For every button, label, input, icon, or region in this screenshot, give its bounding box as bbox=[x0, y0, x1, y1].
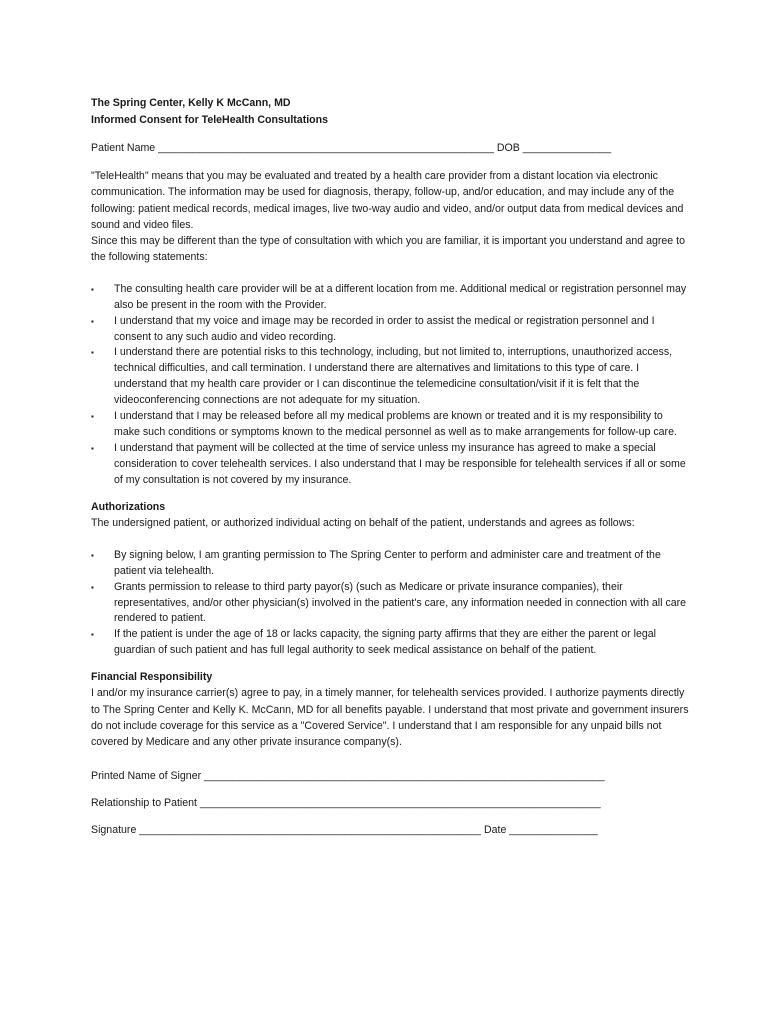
list-item bbox=[91, 282, 691, 314]
authorization-text: Grants permission to release to third party payor(s) (such as Medicare or private insurance companies), their representatives, and/or other physician(s) involved in the patient's care, any information needed in connection with all care rendered to patient. bbox=[114, 580, 687, 625]
statement-text: I understand that I may be released before all my medical problems are known or treated and it is my responsibility to make such conditions or symptoms known to the medical personnel as well as to make arrangements for follow-up care. bbox=[114, 410, 677, 438]
bullet-icon: ▪ bbox=[91, 550, 94, 560]
telehealth-definition: "TeleHealth" means that you may be evaluated and treated by a health care provider from a distant location via electronic communication. The information may be used for diagnosis, therapy, follow-up, and/or education, and may include any of the following: patient medical records, medical images, live two-way audio and video, and/or output data from medical devices and sound and video files. bbox=[91, 170, 684, 231]
patient-name-dob-field[interactable]: Patient Name _________________________________________________________ DOB _______________ bbox=[91, 142, 612, 154]
consultation-intro: Since this may be different than the type of consultation with which you are familiar, it is important you understand and agree to the following statements: bbox=[91, 235, 685, 264]
consent-form bbox=[91, 95, 691, 838]
authorizations-heading: Authorizations bbox=[91, 500, 166, 513]
bullet-icon: ▪ bbox=[91, 348, 94, 358]
list-item bbox=[91, 627, 691, 659]
list-item bbox=[91, 441, 691, 489]
bullet-icon: ▪ bbox=[91, 630, 94, 640]
list-item bbox=[91, 345, 691, 409]
authorization-text: If the patient is under the age of 18 or lacks capacity, the signing party affirms that they are either the parent or legal guardian of such patient and has full legal authority to seek medical assistance on behalf of the patient. bbox=[114, 628, 656, 657]
authorizations-list bbox=[91, 548, 691, 659]
bullet-icon: ▪ bbox=[91, 284, 94, 294]
statements-list bbox=[91, 282, 691, 489]
statement-text: I understand that my voice and image may be recorded in order to assist the medical or registration personnel and I consent to any such audio and video recording. bbox=[114, 314, 655, 343]
list-item bbox=[91, 409, 691, 441]
statement-text: I understand there are potential risks to this technology, including, but not limited to, interruptions, unauthorized access, technical difficulties, and call termination. I understand there are alternatives and limitations to this type of care. I understand that my health care provider or I can discontinue the telemedicine consultation/visit if it is felt that the videoconferencing connections are not adequate for my situation. bbox=[114, 346, 673, 407]
bullet-icon: ▪ bbox=[91, 582, 94, 592]
bullet-icon: ▪ bbox=[91, 412, 94, 422]
statement-text: I understand that payment will be collected at the time of service unless my insurance has agreed to make a special consideration to cover telehealth services. I also understand that I may be responsible for telehealth services if all or some of my consultation is not covered by my insurance. bbox=[114, 441, 686, 486]
financial-heading: Financial Responsibility bbox=[91, 671, 213, 684]
authorization-text: By signing below, I am granting permission to The Spring Center to perform and administer care and treatment of the patient via telehealth. bbox=[114, 548, 661, 577]
authorizations-intro: The undersigned patient, or authorized individual acting on behalf of the patient, understands and agrees as follows: bbox=[91, 516, 635, 529]
bullet-icon: ▪ bbox=[91, 443, 94, 453]
list-item bbox=[91, 548, 691, 580]
document-title-practice: The Spring Center, Kelly K McCann, MD bbox=[91, 97, 291, 109]
printed-name-field[interactable]: Printed Name of Signer ____________________________________________________________________ bbox=[91, 770, 605, 783]
signature-date-field[interactable]: Signature __________________________________________________________ Date _______________ bbox=[91, 824, 598, 837]
bullet-icon: ▪ bbox=[91, 316, 94, 326]
statement-text: The consulting health care provider will be at a different location from me. Additional medical or registration personnel may also be present in the room with the Provider. bbox=[114, 282, 687, 311]
document-title-form: Informed Consent for TeleHealth Consultations bbox=[91, 114, 328, 126]
financial-text: I and/or my insurance carrier(s) agree to pay, in a timely manner, for telehealth services provided. I authorize payments directly to The Spring Center and Kelly K. McCann, MD for all benefits payable. I understand that most private and government insurers do not include coverage for this service as a "Covered Service". I understand that I am responsible for any unpaid bills not covered by Medicare and any other private insurance company(s). bbox=[91, 687, 689, 749]
list-item bbox=[91, 314, 691, 346]
relationship-field[interactable]: Relationship to Patient ____________________________________________________________________ bbox=[91, 797, 601, 810]
list-item bbox=[91, 580, 691, 628]
